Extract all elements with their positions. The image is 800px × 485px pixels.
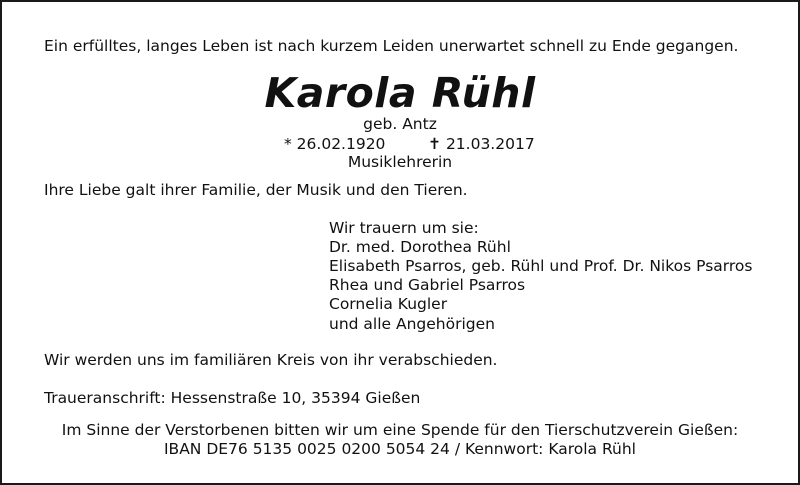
donation-line-1: Im Sinne der Verstorbenen bitten wir um eine Spende für den Tierschutzverein Gießen: xyxy=(61,421,739,439)
address-text: Traueranschrift: Hessenstraße 10, 35394 Gießen xyxy=(44,389,421,407)
love-line: Ihre Liebe galt ihrer Familie, der Musik und den Tieren. xyxy=(44,181,468,199)
cross-icon: ✝ xyxy=(428,135,441,153)
mourner-line: Cornelia Kugler xyxy=(329,295,448,313)
mourner-line: Elisabeth Psarros, geb. Rühl und Prof. Dr. Nikos Psarros xyxy=(329,257,753,275)
donation-line-2: IBAN DE76 5135 0025 0200 5054 24 / Kennwort: Karola Rühl xyxy=(163,440,636,458)
mourner-line: Dr. med. Dorothea Rühl xyxy=(329,238,511,256)
death-date-group xyxy=(428,134,535,154)
deceased-name: Karola Rühl xyxy=(264,69,536,117)
maiden-name: geb. Antz xyxy=(363,115,437,133)
birth-date: * 26.02.1920 xyxy=(284,135,386,153)
mourner-line: Rhea und Gabriel Psarros xyxy=(329,276,526,294)
farewell-text: Wir werden uns im familiären Kreis von ihr verabschieden. xyxy=(44,351,498,369)
intro-text: Ein erfülltes, langes Leben ist nach kurzem Leiden unerwartet schnell zu Ende gegangen. xyxy=(44,37,739,55)
mourner-line: und alle Angehörigen xyxy=(329,315,495,333)
mourners-heading: Wir trauern um sie: xyxy=(329,219,479,237)
profession: Musiklehrerin xyxy=(347,153,453,171)
death-date: 21.03.2017 xyxy=(445,135,535,153)
